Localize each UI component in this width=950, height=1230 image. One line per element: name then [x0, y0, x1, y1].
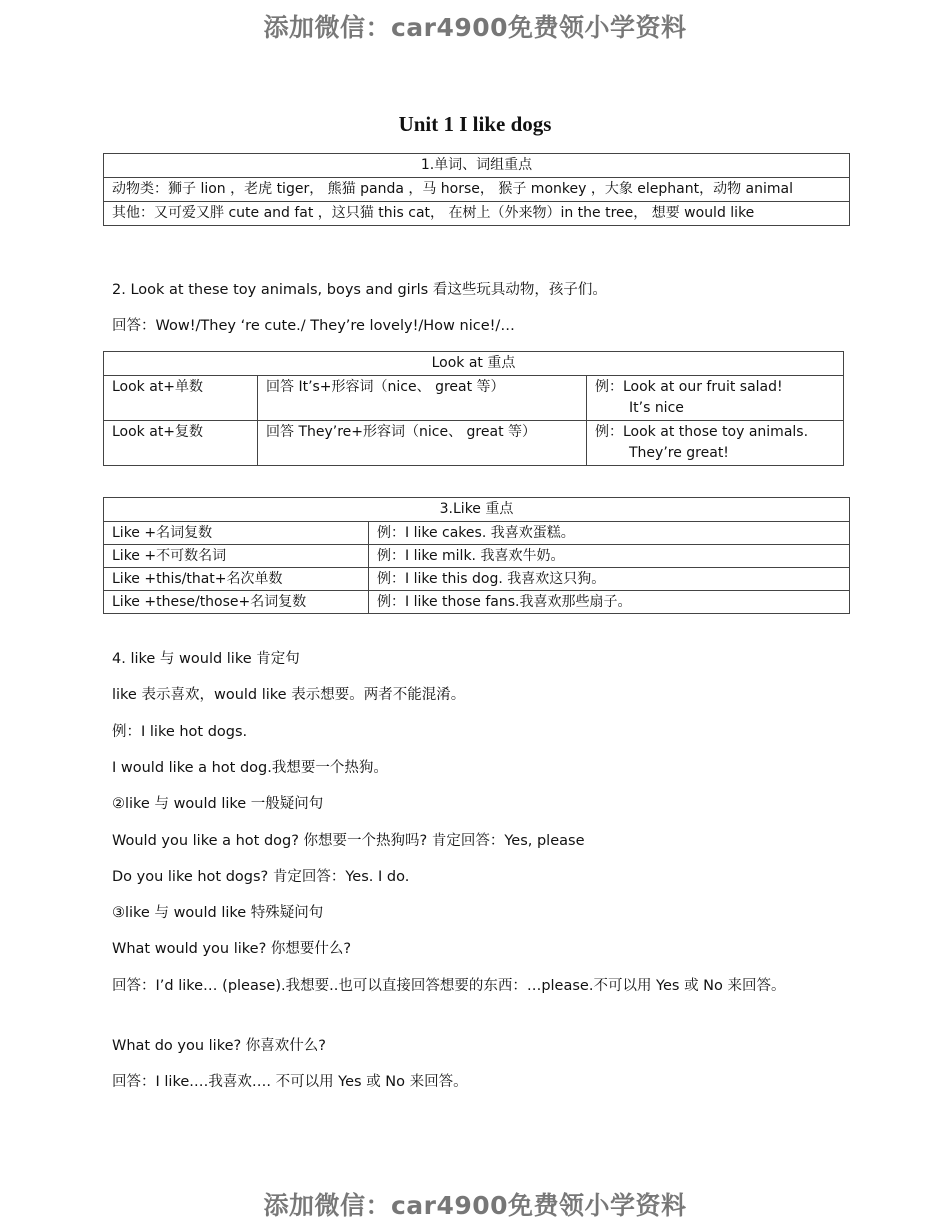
example-line: It’s nice: [629, 400, 684, 416]
vocab-row-other: 其他：又可爱又胖 cute and fat ，这只猫 this cat， 在树上（外来物）in the tree， 想要 would like: [104, 202, 850, 226]
table-row: [104, 421, 844, 466]
section4-line: like 表示喜欢，would like 表示想要。两者不能混淆。: [112, 687, 466, 703]
table-row: [104, 522, 850, 545]
look-at-table: [103, 351, 844, 466]
section4-line: 例：I like hot dogs.: [112, 724, 248, 740]
like-cell-rule: Like +不可数名词: [104, 545, 369, 568]
look-at-cell-plural: Look at+复数: [104, 421, 258, 466]
section4-line: I would like a hot dog.我想要一个热狗。: [112, 760, 388, 776]
example-line: 例：Look at our fruit salad!: [595, 379, 783, 395]
section2-heading: 2. Look at these toy animals, boys and girls 看这些玩具动物，孩子们。: [112, 282, 607, 298]
look-at-cell-example: [587, 421, 844, 466]
section4-line: What would you like? 你想要什么?: [112, 941, 352, 957]
like-cell-example: 例：I like cakes. 我喜欢蛋糕。: [369, 522, 850, 545]
section4-subheading: ②like 与 would like 一般疑问句: [112, 796, 324, 812]
section4-line: 回答：I like.…我喜欢…. 不可以用 Yes 或 No 来回答。: [112, 1074, 468, 1090]
look-at-cell-answer: 回答 They’re+形容词（nice、 great 等）: [258, 421, 587, 466]
watermark-bottom: 添加微信：car4900免费领小学资料: [263, 1191, 687, 1220]
like-cell-example: 例：I like those fans.我喜欢那些扇子。: [369, 591, 850, 614]
table-row: [104, 376, 844, 421]
section4-line: What do you like? 你喜欢什么?: [112, 1038, 327, 1054]
section4-subheading: ③like 与 would like 特殊疑问句: [112, 905, 324, 921]
like-cell-example: 例：I like this dog. 我喜欢这只狗。: [369, 568, 850, 591]
table-row: [104, 568, 850, 591]
like-cell-rule: Like +名词复数: [104, 522, 369, 545]
like-table-header: 3.Like 重点: [104, 498, 850, 522]
vocab-table: [103, 153, 850, 226]
look-at-cell-singular: Look at+单数: [104, 376, 258, 421]
like-table: [103, 497, 850, 614]
table-row: [104, 545, 850, 568]
table-row: [104, 591, 850, 614]
section4-line: Would you like a hot dog? 你想要一个热狗吗? 肯定回答：Yes, please: [112, 833, 585, 849]
like-cell-rule: Like +these/those+名词复数: [104, 591, 369, 614]
look-at-table-header: Look at 重点: [104, 352, 844, 376]
section4-line: Do you like hot dogs? 肯定回答：Yes. I do.: [112, 869, 410, 885]
like-cell-example: 例：I like milk. 我喜欢牛奶。: [369, 545, 850, 568]
page-title: Unit 1 I like dogs: [398, 112, 552, 136]
like-cell-rule: Like +this/that+名次单数: [104, 568, 369, 591]
section4-line: 回答：I’d like… (please).我想要..也可以直接回答想要的东西：…please.不可以用 Yes 或 No 来回答。: [112, 978, 786, 994]
look-at-cell-answer: 回答 It’s+形容词（nice、 great 等）: [258, 376, 587, 421]
vocab-row-animals: 动物类：狮子 lion ，老虎 tiger， 熊猫 panda ，马 horse， 猴子 monkey ，大象 elephant，动物 animal: [104, 178, 850, 202]
example-line: They’re great!: [629, 445, 729, 461]
section4-heading: 4. like 与 would like 肯定句: [112, 651, 300, 667]
vocab-table-header: 1.单词、词组重点: [104, 154, 850, 178]
watermark-top: 添加微信：car4900免费领小学资料: [263, 13, 687, 42]
example-line: 例：Look at those toy animals.: [595, 424, 809, 440]
section2-answer: 回答：Wow!/They ‘re cute./ They’re lovely!/How nice!/…: [112, 318, 515, 334]
look-at-cell-example: [587, 376, 844, 421]
